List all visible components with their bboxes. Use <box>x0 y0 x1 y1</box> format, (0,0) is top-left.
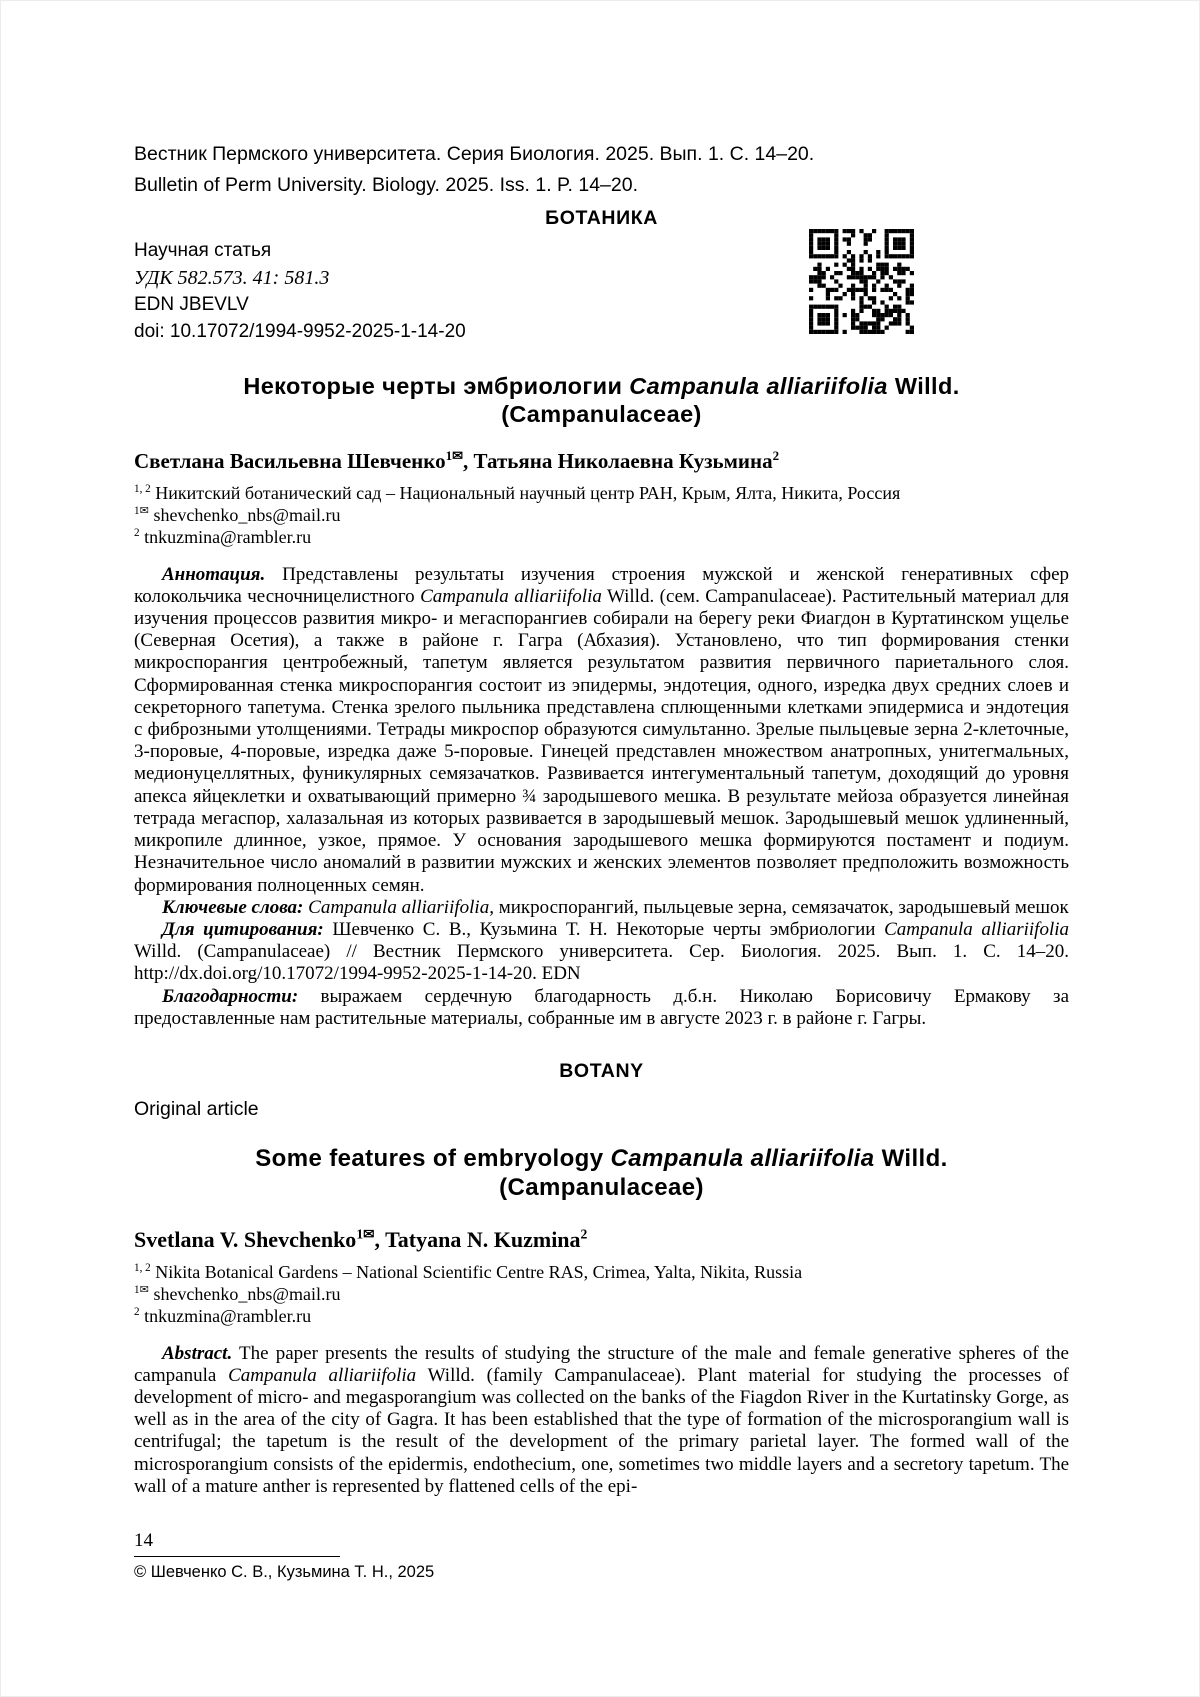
keywords-ru <box>134 897 1069 919</box>
author-en-2-sup: 2 <box>580 1226 588 1242</box>
authors-ru <box>134 449 1069 474</box>
email-en-2-text: tnkuzmina@rambler.ru <box>144 1305 312 1326</box>
authors-en <box>134 1227 1069 1253</box>
abstract-section-en <box>134 1343 1069 1499</box>
title-ru-pre: Некоторые черты эмбриологии <box>243 373 630 400</box>
email-en-2 <box>134 1306 1069 1328</box>
edn-code: EDN JBEVLV <box>134 294 249 316</box>
affiliation-ru-sup: 1, 2 <box>134 482 151 495</box>
acknowledgments-ru-label: Благодарности: <box>162 985 299 1007</box>
page-number: 14 <box>134 1530 153 1552</box>
author-ru-1: Светлана Васильевна Шевченко <box>134 448 446 473</box>
author-ru-2: Татьяна Николаевна Кузьмина <box>473 448 773 473</box>
udk-code: УДК 582.573. 41: 581.3 <box>134 267 330 290</box>
abstract-en <box>134 1343 1069 1499</box>
title-ru-species: Campanula alliariifolia <box>629 373 888 400</box>
email-ru-1-text: shevchenko_nbs@mail.ru <box>153 504 341 525</box>
qr-code <box>809 229 914 334</box>
article-type-en: Original article <box>134 1098 259 1121</box>
copyright-line: © Шевченко С. В., Кузьмина Т. Н., 2025 <box>134 1563 435 1582</box>
masthead-ru: Вестник Пермского университета. Серия Биология. 2025. Вып. 1. С. 14–20. <box>134 143 815 165</box>
citation-ru-text-2: Willd. (Campanulaceae) // Вестник Пермского университета. Сер. Биология. 2025. Вып. 1. С. 14–20. http://dx.doi.org/10.17072/1994-9952-2025-1-14-20. EDN <box>134 941 1069 985</box>
citation-ru <box>134 919 1069 986</box>
citation-ru-text-1: Шевченко С. В., Кузьмина Т. Н. Некоторые черты эмбриологии <box>323 919 885 941</box>
email-ru-2 <box>134 527 1069 549</box>
email-en-1-text: shevchenko_nbs@mail.ru <box>153 1283 341 1304</box>
title-en-species: Campanula alliariifolia <box>610 1145 875 1173</box>
page-footer <box>134 1530 1069 1582</box>
article-type-ru: Научная статья <box>134 240 272 262</box>
title-ru-post: Willd. <box>887 373 960 400</box>
affiliation-ru <box>134 483 1069 505</box>
abstract-ru <box>134 564 1069 897</box>
affiliation-en-sup: 1, 2 <box>134 1261 151 1274</box>
abstract-en-label: Abstract. <box>162 1342 233 1364</box>
abstract-ru-text-2: Willd. (сем. Campanulaceae). Растительный материал для изучения процессов развития микро- и мегаспорангиев собирали на берегу реки Фиагдон в Куртатинском ущелье (Северная Осетия), а также в районе г. Гагра (Абхазия). Установлено, что тип формирования стенки микроспорангия центробежный, тапетум является результатом развития первичного париетального слоя. Сформированная стенка микроспорангия состоит из эпидермы, эндотеция, одного, изредка двух средних слоев и секреторного тапетума. Стенка зрелого пыльника представлена сплющенными клетками эпидермиса и эндотеция с фиброзными утолщениями. Тетрады микроспор образуются симультанно. Зрелые пыльцевые зерна 2-клеточные, 3-поровые, 4-поровые, изредка даже 5-поровые. Гинецей представлен множеством анатропных, унитегмальных, медионуцеллятных, фуникулярных семязачатков. Развивается интегументальный тапетум, доходящий до уровня апекса яйцеклетки и охватывающий примерно ¾ зародышевого мешка. В результате мейоза образуется линейная тетрада мегаспор, халазальная из которых развивается в зародышевый мешок. Зародышевый мешок удлиненный, микропиле длинное, узкое, прямое. У основания зародышевого мешка формируются постамент и подиум. Незначительное число аномалий в развитии мужских и женских элементов позволяет предположить возможность формирования полноценных семян. <box>134 585 1069 896</box>
abstract-en-text-1: The paper presents the results of studying the structure of the male and female generative spheres of the campanula <box>134 1342 1069 1386</box>
email-ru-2-sup: 2 <box>134 526 140 539</box>
section-heading-ru: БОТАНИКА <box>545 207 658 230</box>
email-ru-2-text: tnkuzmina@rambler.ru <box>144 526 312 547</box>
author-ru-2-sup: 2 <box>772 447 780 463</box>
authors-en-sep: , <box>374 1226 386 1252</box>
article-title-en <box>134 1145 1069 1203</box>
email-en-2-sup: 2 <box>134 1305 140 1318</box>
email-ru-1-sup: 1✉ <box>134 504 149 517</box>
abstract-ru-species: Campanula alliariifolia <box>420 585 602 607</box>
article-title-ru <box>134 372 1069 428</box>
author-ru-1-sup: 1✉ <box>445 447 464 463</box>
title-en-pre: Some features of embryology <box>255 1145 611 1173</box>
acknowledgments-ru-text: выражаем сердечную благодарность д.б.н. Николаю Борисовичу Ермакову за предоставленные нам растительные материалы, собранные им в августе 2023 г. в районе г. Гагры. <box>134 985 1069 1029</box>
affiliation-en-text: Nikita Botanical Gardens – National Scientific Centre RAS, Crimea, Yalta, Nikita, Russia <box>155 1261 803 1282</box>
affiliations-ru <box>134 483 1069 549</box>
abstract-en-text-2: Willd. (family Campanulaceae). Plant material for studying the processes of development of micro- and megasporangium was collected on the banks of the Fiagdon River in the Kurtatinsky Gorge, as well as in the area of the city of Gagra. It has been established that the type of formation of the microsporangium wall is centrifugal; the tapetum is the result of the development of the primary parietal layer. The formed wall of the microsporangium consists of the epidermis, endothecium, one, sometimes two middle layers and a secretory tapetum. The wall of a mature anther is represented by flattened cells of the epi- <box>134 1364 1069 1497</box>
title-en-line2: (Campanulaceae) <box>499 1173 704 1201</box>
citation-ru-label: Для цитирования: <box>162 919 324 941</box>
keywords-ru-species: Campanula alliariifolia, <box>303 896 494 918</box>
doi-code: doi: 10.17072/1994-9952-2025-1-14-20 <box>134 321 466 343</box>
title-ru-line2: (Campanulaceae) <box>501 401 702 428</box>
title-en-post: Willd. <box>874 1145 948 1173</box>
email-en-1-sup: 1✉ <box>134 1283 149 1296</box>
keywords-ru-rest: микроспорангий, пыльцевые зерна, семязачаток, зародышевый мешок <box>493 896 1069 918</box>
author-en-1-sup: 1✉ <box>356 1226 375 1242</box>
affiliations-en <box>134 1262 1069 1328</box>
abstract-section-ru <box>134 564 1069 1031</box>
keywords-ru-label: Ключевые слова: <box>162 896 304 918</box>
author-en-1: Svetlana V. Shevchenko <box>134 1226 357 1252</box>
affiliation-ru-text: Никитский ботанический сад – Национальный научный центр РАН, Крым, Ялта, Никита, Россия <box>155 482 901 503</box>
article-meta <box>134 238 1069 346</box>
masthead-en: Bulletin of Perm University. Biology. 2025. Iss. 1. P. 14–20. <box>134 174 639 197</box>
abstract-ru-text-1: Представлены результаты изучения строения мужской и женской генеративных сфер колокольчика чесночницелистного <box>134 563 1069 607</box>
citation-ru-species: Campanula alliariifolia <box>884 919 1069 941</box>
abstract-en-species: Campanula alliariifolia <box>228 1364 417 1386</box>
abstract-ru-label: Аннотация. <box>162 563 266 585</box>
affiliation-en <box>134 1262 1069 1284</box>
acknowledgments-ru <box>134 986 1069 1030</box>
masthead <box>134 139 1069 201</box>
email-en-1 <box>134 1284 1069 1306</box>
authors-ru-sep: , <box>463 448 474 473</box>
author-en-2: Tatyana N. Kuzmina <box>385 1226 581 1252</box>
footer-rule <box>134 1556 340 1557</box>
section-heading-en: BOTANY <box>559 1060 644 1083</box>
email-ru-1 <box>134 505 1069 527</box>
